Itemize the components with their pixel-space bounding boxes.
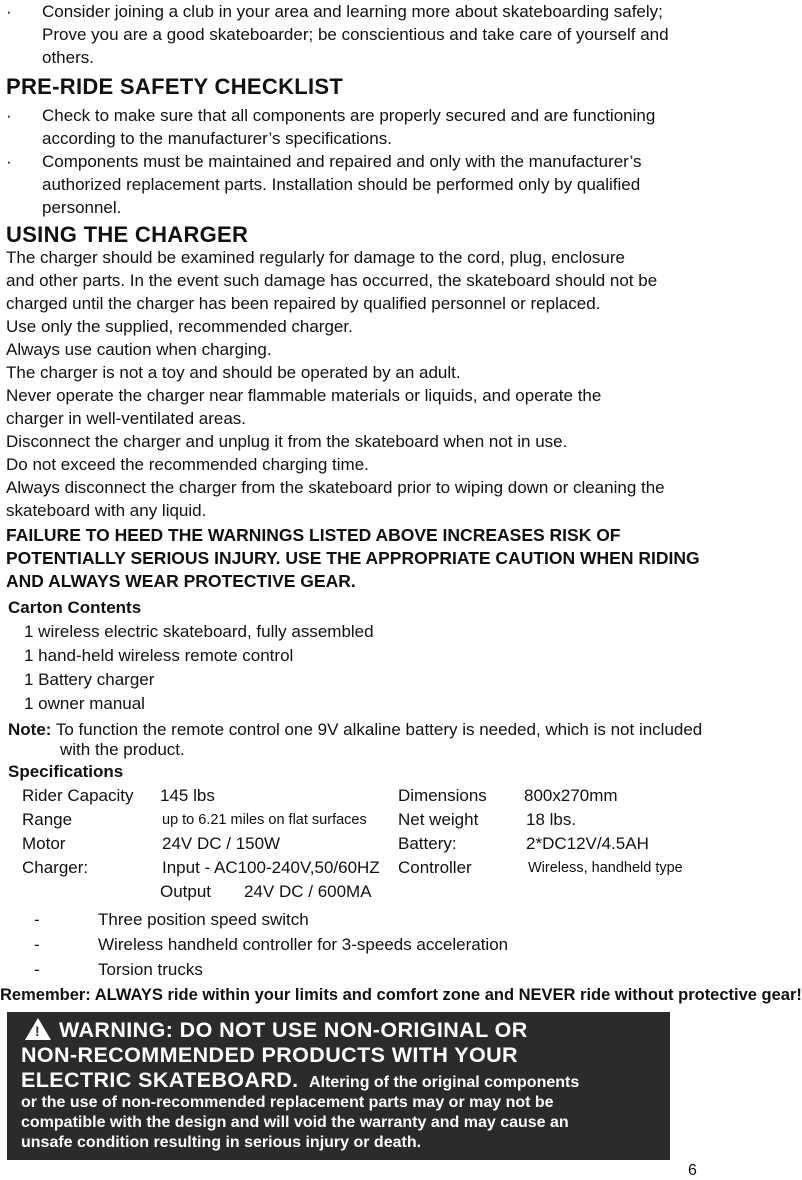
spec-value: 2*DC12V/4.5AH bbox=[526, 834, 649, 853]
remember-note: Remember: ALWAYS ride within your limits and comfort zone and NEVER ride without protective gear! bbox=[0, 986, 802, 1004]
note-text: To function the remote control one 9V alkaline battery is needed, which is not included bbox=[55, 720, 703, 739]
charger-line: The charger should be examined regularly for damage to the cord, plug, enclosure bbox=[6, 248, 625, 267]
note-line-2: with the product. bbox=[60, 740, 185, 759]
intro-line-2: Prove you are a good skateboarder; be conscientious and take care of yourself and bbox=[42, 25, 669, 44]
spec-label: Output bbox=[160, 882, 212, 901]
preride-bullet-2-line-2: authorized replacement parts. Installation should be performed only by qualified bbox=[42, 175, 641, 194]
spec-label: Motor bbox=[22, 834, 66, 853]
bullet-marker: · bbox=[6, 152, 12, 171]
carton-item: 1 wireless electric skateboard, fully assembled bbox=[24, 622, 374, 641]
bullet-marker: · bbox=[6, 106, 12, 125]
spec-label: Charger: bbox=[22, 858, 89, 877]
feature-item: Three position speed switch bbox=[98, 910, 309, 929]
charger-heading: USING THE CHARGER bbox=[6, 222, 249, 247]
failure-warning bbox=[6, 524, 700, 593]
warning-body-line-1: Altering of the original components bbox=[309, 1074, 580, 1091]
intro-line-3: others. bbox=[42, 48, 94, 67]
carton-item: 1 owner manual bbox=[24, 694, 145, 713]
feature-marker: - bbox=[34, 960, 40, 979]
warning-line-3 bbox=[21, 1068, 579, 1093]
warning-body-line: or the use of non-recommended replacement parts may or may not be bbox=[21, 1094, 554, 1111]
carton-title: Carton Contents bbox=[8, 598, 142, 617]
warning-title-line-2: NON-RECOMMENDED PRODUCTS WITH YOUR bbox=[21, 1043, 518, 1067]
feature-marker: - bbox=[34, 910, 40, 929]
spec-value: Input - AC100-240V,50/60HZ bbox=[162, 858, 380, 877]
failure-warning-line: AND ALWAYS WEAR PROTECTIVE GEAR. bbox=[6, 571, 356, 591]
warning-title-line-3: ELECTRIC SKATEBOARD. bbox=[21, 1068, 299, 1092]
warning-icon-mark: ! bbox=[35, 1023, 40, 1039]
charger-line: Disconnect the charger and unplug it from the skateboard when not in use. bbox=[6, 432, 568, 451]
bullet-marker: · bbox=[6, 2, 12, 21]
preride-bullet-2-line-1: Components must be maintained and repaired and only with the manufacturer’s bbox=[42, 152, 642, 171]
charger-line: Always use caution when charging. bbox=[6, 340, 272, 359]
page-number: 6 bbox=[688, 1162, 697, 1179]
warning-body-line: unsafe condition resulting in serious injury or death. bbox=[21, 1134, 422, 1151]
failure-warning-line: POTENTIALLY SERIOUS INJURY. USE THE APPROPRIATE CAUTION WHEN RIDING bbox=[6, 548, 700, 568]
preride-bullet-2 bbox=[0, 150, 700, 220]
spec-label: Net weight bbox=[398, 810, 479, 829]
spec-value: 18 lbs. bbox=[526, 810, 577, 829]
spec-label: Battery: bbox=[398, 834, 457, 853]
spec-value: up to 6.21 miles on flat surfaces bbox=[162, 812, 367, 828]
charger-line: Do not exceed the recommended charging time. bbox=[6, 455, 369, 474]
warning-title-line-1: WARNING: DO NOT USE NON-ORIGINAL OR bbox=[59, 1018, 528, 1042]
failure-warning-line: FAILURE TO HEED THE WARNINGS LISTED ABOVE INCREASES RISK OF bbox=[6, 525, 621, 545]
charger-line: Use only the supplied, recommended charger. bbox=[6, 317, 353, 336]
warning-box bbox=[7, 1012, 670, 1160]
specs-title: Specifications bbox=[8, 762, 124, 781]
intro-line-1: Consider joining a club in your area and learning more about skateboarding safely; bbox=[42, 2, 663, 21]
spec-label: Rider Capacity bbox=[22, 786, 134, 805]
spec-value: 800x270mm bbox=[524, 786, 618, 805]
intro-bullet bbox=[0, 0, 700, 70]
carton-item: 1 hand-held wireless remote control bbox=[24, 646, 294, 665]
carton-item: 1 Battery charger bbox=[24, 670, 155, 689]
note-label: Note: bbox=[8, 720, 52, 739]
charger-line: charger in well-ventilated areas. bbox=[6, 409, 247, 428]
feature-item: Torsion trucks bbox=[98, 960, 203, 979]
spec-label: Controller bbox=[398, 858, 472, 877]
charger-line: Never operate the charger near flammable materials or liquids, and operate the bbox=[6, 386, 602, 405]
preride-bullet-2-line-3: personnel. bbox=[42, 198, 122, 217]
charger-line: Always disconnect the charger from the skateboard prior to wiping down or cleaning the bbox=[6, 478, 665, 497]
note-line-1 bbox=[8, 720, 702, 740]
preride-bullet-1-line-2: according to the manufacturer’s specifications. bbox=[42, 129, 392, 148]
spec-value: 24V DC / 600MA bbox=[244, 882, 372, 901]
spec-value: Wireless, handheld type bbox=[528, 860, 683, 876]
feature-marker: - bbox=[34, 935, 40, 954]
feature-item: Wireless handheld controller for 3-speeds acceleration bbox=[98, 935, 509, 954]
charger-text bbox=[6, 246, 665, 522]
spec-label: Range bbox=[22, 810, 73, 829]
spec-label: Dimensions bbox=[398, 786, 487, 805]
charger-line: The charger is not a toy and should be operated by an adult. bbox=[6, 363, 461, 382]
spec-value: 24V DC / 150W bbox=[162, 834, 281, 853]
spec-value: 145 lbs bbox=[160, 786, 215, 805]
warning-body-line: compatible with the design and will void the warranty and may cause an bbox=[21, 1114, 569, 1131]
charger-line: and other parts. In the event such damage has occurred, the skateboard should not be bbox=[6, 271, 658, 290]
preride-heading: PRE-RIDE SAFETY CHECKLIST bbox=[6, 74, 344, 99]
charger-line: skateboard with any liquid. bbox=[6, 501, 207, 520]
preride-bullet-1 bbox=[0, 104, 700, 150]
charger-line: charged until the charger has been repaired by qualified personnel or replaced. bbox=[6, 294, 601, 313]
preride-bullet-1-line-1: Check to make sure that all components are properly secured and are functioning bbox=[42, 106, 656, 125]
